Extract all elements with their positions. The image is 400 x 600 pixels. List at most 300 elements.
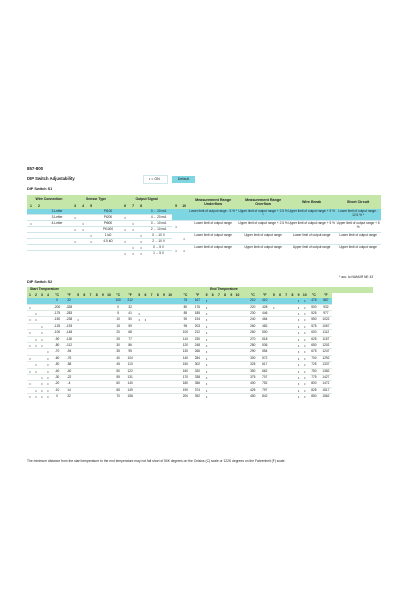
s2-cell: 194 — [191, 317, 203, 323]
wire-connection-label: 2-Leiter — [43, 209, 71, 215]
s2-cell: • — [39, 323, 45, 329]
s2-column-header: 5 — [75, 293, 81, 299]
s1-header-underflow: Measurement Range Underflow — [188, 195, 238, 209]
s2-cell: -100 — [51, 330, 63, 336]
switch-number: 6 — [121, 202, 129, 209]
s2-cell: 350 — [247, 368, 259, 374]
s1-header-wirebreak: Wire Break — [288, 195, 335, 209]
s2-cell: 60 — [112, 381, 124, 387]
s2-cell: • — [39, 387, 45, 393]
s2-column-header: °F — [320, 293, 332, 299]
s2-cell: 290 — [247, 349, 259, 355]
s2-column-header: 8 — [222, 293, 228, 299]
s2-cell: 185 — [191, 311, 203, 317]
s2-cell: 86 — [124, 343, 136, 349]
s2-cell: -76 — [63, 355, 75, 361]
s2-cell: • — [302, 349, 308, 355]
error-switch-9: • — [172, 221, 180, 233]
s2-cell: 850 — [308, 394, 320, 400]
s2-cell: • — [45, 368, 51, 374]
s2-cell: 140 — [124, 381, 136, 387]
s2-cell: -283 — [63, 311, 75, 317]
s2-cell: 70 — [112, 394, 124, 400]
s2-cell: 1202 — [320, 343, 332, 349]
output-switch-8: • — [137, 233, 145, 239]
s2-column-header: 7 — [216, 293, 222, 299]
dip-switch-s2-table — [27, 287, 373, 400]
sensor-type-label: Pt1000 — [95, 227, 121, 233]
output-switch-6: • — [121, 215, 129, 221]
s2-cell: • — [203, 349, 209, 355]
s2-cell: 5 — [112, 311, 124, 317]
shortcircuit-text: Upper limit of output range — [335, 245, 381, 257]
s2-cell: 550 — [308, 317, 320, 323]
s2-column-header: 10 — [168, 292, 173, 297]
s2-cell: 977 — [320, 311, 332, 317]
s2-header-start: Start Temperature — [27, 287, 75, 293]
sensor-type-label: Pt200 — [95, 215, 121, 221]
empty-cell — [43, 251, 71, 257]
s2-cell: 210 — [247, 298, 259, 304]
s2-cell: • — [33, 368, 39, 374]
s2-cell: 20 — [112, 330, 124, 336]
s2-cell: • — [296, 330, 302, 336]
s2-cell: 170 — [179, 375, 191, 381]
s1-header-overflow: Measurement Range Overflow — [238, 195, 288, 209]
s2-cell: • — [302, 304, 308, 310]
error-switch-10: • — [180, 245, 188, 257]
s2-cell: • — [33, 362, 39, 368]
sensor-switch-5: • — [87, 239, 95, 245]
s2-cell: • — [203, 343, 209, 349]
s1-header-sensor: Sensor Type — [71, 195, 121, 202]
wirebreak-text: Upper limit of output range — [288, 245, 335, 257]
s2-cell: • — [203, 394, 209, 400]
s2-cell: 212 — [124, 298, 136, 304]
s2-cell: 500 — [308, 304, 320, 310]
s2-cell: -150 — [51, 317, 63, 323]
s2-cell: • — [33, 311, 39, 317]
s2-cell: 650 — [308, 343, 320, 349]
wirebreak-text: Upper limit of output range + 5 % — [288, 221, 335, 233]
s2-cell: • — [27, 381, 33, 387]
s2-cell: 100 — [112, 298, 124, 304]
s2-cell: 120 — [179, 343, 191, 349]
s2-cell: • — [302, 381, 308, 387]
s2-cell: 95 — [179, 323, 191, 329]
s2-column-header: 6 — [277, 293, 283, 299]
s2-cell: • — [75, 317, 81, 323]
output-signal-label: 0 ... 10 V — [145, 233, 172, 239]
sensor-type-label: 4.5 kΩ — [95, 239, 121, 245]
s2-cell: • — [302, 298, 308, 304]
s2-cell: 675 — [308, 349, 320, 355]
s2-cell: 500 — [259, 330, 271, 336]
s2-cell: 392 — [191, 394, 203, 400]
s2-cell: 700 — [308, 355, 320, 361]
s2-cell: 1382 — [320, 368, 332, 374]
overflow-text: Upper limit of output range — [238, 245, 288, 257]
s2-column-header: 5 — [203, 293, 209, 299]
shortcircuit-text: Upper limit of output range + 5 % — [335, 221, 381, 233]
s2-cell: • — [203, 323, 209, 329]
s2-cell: -125 — [51, 323, 63, 329]
error-switch-10 — [180, 209, 188, 221]
s2-cell: -40 — [51, 368, 63, 374]
s2-cell: 113 — [124, 362, 136, 368]
s2-cell: 0 — [51, 298, 63, 304]
s2-cell: 203 — [191, 323, 203, 329]
s2-cell: -4 — [63, 381, 75, 387]
s2-cell: 280 — [247, 343, 259, 349]
page-subtitle: DIP Switch Adjustability — [27, 176, 75, 181]
s2-cell: 75 — [179, 298, 191, 304]
s2-cell: • — [33, 317, 39, 323]
wire-connection-label: 4-Leiter — [43, 221, 71, 227]
wirebreak-text: Upper limit of output range + 5 % — [288, 209, 335, 221]
s2-cell: • — [296, 311, 302, 317]
s2-cell: -193 — [63, 323, 75, 329]
switch-number: 2 — [35, 202, 43, 209]
s2-cell: 32 — [63, 298, 75, 304]
s2-cell: 110 — [179, 336, 191, 342]
s2-cell: • — [302, 362, 308, 368]
s2-cell: 428 — [259, 304, 271, 310]
s2-column-header: 1 — [27, 293, 33, 299]
s2-column-header: °F — [259, 293, 271, 299]
s2-cell: 572 — [259, 355, 271, 361]
s2-cell: 55 — [112, 375, 124, 381]
s2-footnote: The minimum distance from the start temperature to the end temperature may not fall short of 50K degrees on the Celsius (C) scale or 122K degrees on the Fahrenheit (F) scale. — [27, 459, 286, 463]
s2-cell: • — [45, 394, 51, 400]
s2-cell: • — [296, 336, 302, 342]
s2-cell: • — [203, 362, 209, 368]
s2-cell: • — [39, 375, 45, 381]
s2-cell: -94 — [63, 349, 75, 355]
underflow-text: Lower limit of output range - 5 % * — [188, 209, 238, 221]
s2-cell: 50 — [124, 317, 136, 323]
s2-column-header: 9 — [100, 293, 106, 299]
empty-cell — [27, 251, 35, 257]
s1-header-output: Output Signal — [121, 195, 172, 202]
output-switch-6: • — [121, 251, 129, 257]
legend-on-label: • = ON — [143, 175, 168, 184]
s2-cell: 750 — [308, 368, 320, 374]
s2-cell: 40 — [112, 355, 124, 361]
s2-cell: 554 — [259, 349, 271, 355]
s2-cell: 200 — [179, 394, 191, 400]
s2-cell: -80 — [51, 343, 63, 349]
switch-number: 4 — [79, 202, 87, 209]
s2-cell: 25 — [112, 336, 124, 342]
output-switch-8: • — [137, 251, 145, 257]
switch-number: 3 — [71, 202, 79, 209]
s2-cell: 10 — [112, 317, 124, 323]
s2-cell: • — [296, 317, 302, 323]
s2-cell: 140 — [179, 355, 191, 361]
s2-cell: 248 — [191, 343, 203, 349]
sensor-type-label: Pt100 — [95, 209, 121, 215]
s2-cell: 41 — [124, 311, 136, 317]
s2-cell: • — [296, 375, 302, 381]
s2-cell: -112 — [63, 343, 75, 349]
s2-cell: • — [302, 375, 308, 381]
switch-number: 8 — [137, 202, 145, 209]
output-signal-label: 0 ... 5 V — [145, 245, 172, 251]
s2-cell: • — [203, 330, 209, 336]
s2-column-header: 9 — [228, 293, 234, 299]
s2-cell: • — [302, 317, 308, 323]
s2-cell: • — [302, 343, 308, 349]
s2-cell: • — [296, 368, 302, 374]
s2-cell: 446 — [259, 311, 271, 317]
s2-header-end: End Temperature — [75, 287, 373, 293]
s2-column-header: 10 — [302, 292, 307, 297]
sensor-type-label: 1 kΩ — [95, 233, 121, 239]
s2-cell: 325 — [247, 362, 259, 368]
empty-cell — [87, 251, 95, 257]
switch-number: 10 — [180, 202, 188, 209]
output-switch-8: • — [137, 239, 145, 245]
s2-column-header: 8 — [289, 293, 295, 299]
error-switch-9 — [172, 209, 180, 221]
wirebreak-text: Lower limit of output range — [288, 233, 335, 245]
s2-cell: -200 — [51, 304, 63, 310]
empty-cell — [71, 251, 79, 257]
s2-cell: 1517 — [320, 387, 332, 393]
s2-cell: • — [33, 387, 39, 393]
s2-cell: • — [203, 355, 209, 361]
s2-cell: 825 — [308, 387, 320, 393]
s2-cell: 59 — [124, 323, 136, 329]
s2-title: DIP Switch S2 — [27, 280, 53, 284]
s2-cell: • — [203, 381, 209, 387]
s2-cell: 95 — [124, 349, 136, 355]
s2-cell: 260 — [247, 330, 259, 336]
s2-cell: 130 — [179, 349, 191, 355]
s2-column-header: 6 — [142, 293, 148, 299]
s2-cell: -30 — [51, 375, 63, 381]
output-signal-label: 4 ... 20 mA — [145, 215, 172, 221]
s2-cell: 150 — [179, 362, 191, 368]
s2-cell: 0 — [112, 304, 124, 310]
s2-cell: 50 — [112, 368, 124, 374]
s2-cell: • — [296, 298, 302, 304]
sensor-switch-4: • — [79, 227, 87, 233]
output-signal-label: 2 ... 10 mA — [145, 227, 172, 233]
s2-cell: 14 — [63, 387, 75, 393]
output-switch-7: • — [129, 251, 137, 257]
shortcircuit-text: Lower limit of output range - 12.5 % * — [335, 209, 381, 221]
s2-cell: • — [27, 317, 33, 323]
s2-cell: • — [33, 336, 39, 342]
underflow-text: Lower limit of output range — [188, 233, 238, 245]
s2-cell: 1247 — [320, 349, 332, 355]
s2-cell: • — [45, 355, 51, 361]
s2-cell: 104 — [124, 355, 136, 361]
s2-cell: • — [39, 330, 45, 336]
s2-column-header: 2 — [33, 293, 39, 299]
s2-cell: • — [39, 343, 45, 349]
s2-cell: • — [296, 343, 302, 349]
s2-cell: 176 — [191, 304, 203, 310]
s2-cell: • — [203, 304, 209, 310]
dip-switch-s1-table — [27, 195, 381, 256]
s2-cell: 320 — [191, 368, 203, 374]
empty-cell — [95, 251, 121, 257]
s2-cell: 725 — [308, 362, 320, 368]
s2-cell: 375 — [247, 375, 259, 381]
s2-cell: -70 — [51, 349, 63, 355]
output-switch-7: • — [129, 245, 137, 251]
s2-cell: • — [39, 394, 45, 400]
error-switch-9: • — [172, 245, 180, 257]
s2-cell: 180 — [179, 381, 191, 387]
s2-cell: 425 — [247, 387, 259, 393]
s2-cell: 1427 — [320, 375, 332, 381]
s2-column-header: 4 — [45, 293, 51, 299]
s2-cell: • — [302, 330, 308, 336]
s2-column-header: 9 — [161, 293, 167, 299]
s2-cell: 410 — [259, 298, 271, 304]
s2-cell: 230 — [191, 336, 203, 342]
s2-cell: • — [27, 330, 33, 336]
s2-cell: 230 — [247, 311, 259, 317]
s2-cell: 374 — [191, 387, 203, 393]
s2-cell: • — [296, 387, 302, 393]
error-switch-9 — [172, 233, 180, 245]
s2-cell: • — [302, 311, 308, 317]
product-code: 857-800 — [27, 166, 44, 171]
s2-column-header: °F — [124, 293, 136, 299]
s2-cell: 1472 — [320, 381, 332, 387]
s2-cell: 266 — [191, 349, 203, 355]
wire-connection-label: 3-Leiter — [43, 215, 71, 221]
s2-cell: -60 — [51, 355, 63, 361]
sensor-switch-3: • — [71, 239, 79, 245]
s2-cell: 270 — [247, 336, 259, 342]
s2-cell: -175 — [51, 311, 63, 317]
s2-column-header: 8 — [94, 293, 100, 299]
s2-cell: • — [136, 311, 142, 317]
s2-cell: 400 — [247, 381, 259, 387]
s2-cell: 797 — [259, 387, 271, 393]
s2-cell: • — [296, 394, 302, 400]
output-signal-label: 2 ... 10 V — [145, 239, 172, 245]
s2-cell: 482 — [259, 323, 271, 329]
s2-cell: 77 — [124, 336, 136, 342]
s2-cell: • — [296, 304, 302, 310]
s2-cell: • — [45, 387, 51, 393]
output-signal-label: 0 ... 10 mA — [145, 221, 172, 227]
s2-column-header: °C — [308, 293, 320, 299]
s2-cell: 450 — [247, 394, 259, 400]
s2-cell: 464 — [259, 317, 271, 323]
s2-cell: • — [271, 304, 277, 310]
s2-cell: 15 — [112, 323, 124, 329]
s2-cell: 85 — [179, 311, 191, 317]
s2-cell: 212 — [191, 330, 203, 336]
s2-cell: 160 — [179, 368, 191, 374]
s2-column-header: 10 — [107, 292, 111, 297]
sensor-type-label: Pt500 — [95, 221, 121, 227]
s2-cell: • — [45, 375, 51, 381]
s1-title: DIP Switch S1 — [27, 187, 53, 191]
s2-cell: 45 — [112, 362, 124, 368]
s2-cell: 90 — [179, 317, 191, 323]
s2-cell: 338 — [191, 375, 203, 381]
s2-column-header: 8 — [155, 293, 161, 299]
s2-column-header: 6 — [210, 293, 216, 299]
s2-cell: 122 — [124, 368, 136, 374]
s2-cell: 1157 — [320, 336, 332, 342]
s2-cell: 775 — [308, 375, 320, 381]
s1-note: * acc. to NAMUR NE 43 — [339, 275, 373, 279]
s2-cell: • — [302, 394, 308, 400]
s2-column-header: °C — [112, 293, 124, 299]
s2-column-header: 5 — [136, 293, 142, 299]
s2-cell: -22 — [63, 375, 75, 381]
s2-cell: 240 — [247, 317, 259, 323]
s2-cell: 302 — [191, 362, 203, 368]
s2-cell: -90 — [51, 336, 63, 342]
s2-column-header: 7 — [149, 293, 155, 299]
s2-cell: 30 — [112, 343, 124, 349]
s2-cell: • — [27, 368, 33, 374]
s2-cell: 32 — [124, 304, 136, 310]
output-switch-8: • — [137, 245, 145, 251]
s2-cell: • — [203, 317, 209, 323]
s2-cell: 525 — [308, 311, 320, 317]
s2-cell: • — [302, 368, 308, 374]
switch-number: 7 — [129, 202, 137, 209]
sensor-switch-3: • — [71, 227, 79, 233]
s2-cell: 932 — [320, 304, 332, 310]
s2-cell: 35 — [112, 349, 124, 355]
s2-column-header: °C — [179, 293, 191, 299]
s2-cell: • — [33, 394, 39, 400]
output-switch-6: • — [121, 227, 129, 233]
s2-cell: 80 — [179, 304, 191, 310]
s2-cell: • — [39, 336, 45, 342]
output-signal-label: 0 ... 20 mA — [145, 209, 172, 215]
s2-cell: 356 — [191, 381, 203, 387]
s2-cell: 1562 — [320, 394, 332, 400]
switch-number: 9 — [172, 202, 180, 209]
output-switch-7: • — [129, 227, 137, 233]
s2-column-header: 6 — [81, 293, 87, 299]
s2-cell: 662 — [259, 368, 271, 374]
s2-cell: 625 — [308, 336, 320, 342]
s2-cell: • — [27, 355, 33, 361]
s2-cell: • — [203, 311, 209, 317]
empty-cell — [79, 251, 87, 257]
s2-cell: 220 — [247, 304, 259, 310]
s2-cell: 617 — [259, 362, 271, 368]
s2-cell: 1022 — [320, 317, 332, 323]
underflow-text: Lower limit of output range — [188, 245, 238, 257]
s2-cell: • — [296, 362, 302, 368]
shortcircuit-text: Lower limit of output range — [335, 233, 381, 245]
sensor-switch-4: • — [79, 221, 87, 227]
s2-cell: • — [136, 317, 142, 323]
s2-cell: 575 — [308, 323, 320, 329]
s2-cell: 800 — [308, 381, 320, 387]
s2-cell: 149 — [124, 387, 136, 393]
s2-cell: 887 — [320, 298, 332, 304]
s2-cell: • — [296, 381, 302, 387]
s2-cell: • — [45, 362, 51, 368]
